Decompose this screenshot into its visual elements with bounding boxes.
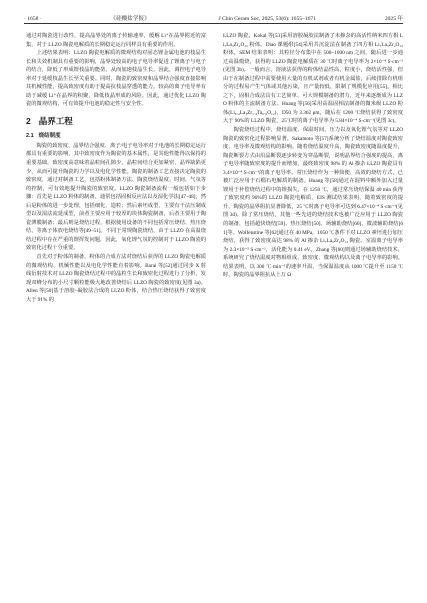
body-paragraph: 陶瓷烧结过程中，烧结温度、保温时间、压力以及氧化锂气氛等对 LLZO 陶瓷的致密化过程影响显著。Sakamoto 等[57]系统分析了烧结温度对陶瓷致密度、电导率及微观结构的影响。随着烧结温度升高，陶瓷致密度随温度提升，陶瓷断裂方式由沿晶断裂逐步转变为穿晶断裂，说明晶界结合强度的提高，离子电导率随致密度的提升而增加，最终致密度 98% 的 Al 掺杂 LLZO 陶瓷具有 3.4×10⁻⁴ S·cm⁻¹的离子电导率。常压烧结作为一种简便、高效的烧结方式，已被广泛应用于石榴石电解质的制备。Huang 等[58]通过在混料中额外加入过量锂用于补偿烧结过程中的锂损失，在 1250 ℃，通过常压烧结保温 40 min 获得了致密度约 96%的 LLZO 陶瓷电解质，EIS 测试结果表明，随着致密度的提升，陶瓷的晶界阻抗显著降低，25 ℃时离子电导率可达到 6.47×10⁻⁴ S·cm⁻¹(见图 3d)。除了常压烧结，其他一些先进的烧结技术也被广泛应用于 LLZO 陶瓷的制备，包括超快烧结[59]、热压烧结[50]、场辅助烧结[60]、微波辅助烧结[61]等。Wolfenstine 等[62]通过在 40 MPa，1050 ℃条件下对 LLZO 素坯进行加压烧结，获得了致密度高达 98% 的 Al 掺杂 Li₇La₃Zr₂O₁₂ 陶瓷。室温离子电导率为 2.3×10⁻⁵ S·cm⁻¹，活化能为 0.41 eV。Zhang 等[60]则通过场辅助烧结技术，系统研究了烧结温度对物相组成、致密度、微观结构以及离子电导率的影响。结果表明，以 300 ℃·min⁻¹的速率升温，当保温温度从 1000 ℃提升至 1150 ℃时，陶瓷的晶界阻抗从上万 Ω — [223, 127, 403, 279]
heading-number: 2 — [26, 115, 31, 126]
page-number: · 1658 · — [24, 16, 42, 22]
heading-text: 晶界工程 — [38, 115, 73, 126]
section-heading — [26, 116, 206, 127]
journal-citation: J Chin Ceram Soc, 2025, 53(6): 1655–1671 — [218, 16, 317, 22]
body-paragraph: 通过对陶瓷进行改性，提高晶界处的离子传输速率，缓解 Li⁺在晶界附近的富集，对于 LLZO 陶瓷电解质的长期稳定运行同样具有重要的作用。 — [26, 33, 206, 48]
heading-number: 2.1 — [26, 132, 34, 139]
right-column — [223, 32, 403, 280]
running-header — [24, 9, 403, 22]
body-paragraph: LLZO 陶瓷。Kokal 等[53]采用溶胶凝胶法制备了未掺杂的高活性纳米四方相 Li₇La₃Zr₂O₁₂ 粉体。Diao 课题组[54]采用共沉淀法在制备了四方相 Li₇La₃Zr₂O₁₂ 粉体，SEM 结果表明：其粒径分布集中在 500~1000 nm 之间，随后进一步通过高温煅烧，获得的 LLZO 陶瓷电解质在 30 ℃时离子电导率为 2×10⁻⁴ S·cm⁻¹(见图 3b)。一般而言，溶液法获得的粉体结晶性高，粒度小，烧结活性强，但由于在制备过程中需要使用大量的有机试剂或者有机金属盐，后续排除有机组分的过程易产生气体或其他污染，且产量较低，限制了规模化应用[55]。相比之下，固相合成法具有工艺简单、可大规模制备的潜力，近年来逐渐成为 LLZO 粉体的主流制备方法。Huang 等[56]采用高温固相法制备的微米级 LLZO 粉体(Li₆.₄La₃Zr₁.₄Ta₀.₆O₁₂)，D50 为 3.362 μm，随后在 1200 ℃烧结获得了致密度大于 90%的 LLZO 陶瓷，25℃时的离子电导率为 5.84×10⁻⁴ S·cm⁻¹(见图 3c)。 — [223, 33, 403, 125]
body-paragraph: 陶瓷的致密度、晶界结合强度、离子/电子电导率对于电池的长期稳定运行都具有重要的影响，其中致密度作为陶瓷的基本属性，是其他性能得以保持的重要基础，致密度高意味着晶粒间孔隙少，晶粒间结合更加紧密，晶界缺陷更少，从而可提升陶瓷的力学以及电化学性能。陶瓷的制备工艺直接决定陶瓷的致密度，通过对制备工艺，包括粉体制备方法、陶瓷烧结温度、时间、气氛等的控制，可有效地提升陶瓷的致密度。LLZO 陶瓷制备流程一般包括如下步骤：首先是 LLZO 粉体的制备，通常包括固相反应法以及湿化学法[47–48]，然后是粉体的进一步处理，包括细化、造粒；然后素坯成型，主要有干法压制成型以及湿法流延成型，前者主要应用于较厚的块体陶瓷制备，后者主要用于陶瓷薄膜制备；最后则是烧结过程，根据使用设备的不同包括常压烧结、热压烧结、等离子体放电烧结等[49–51]。不同于常规陶瓷烧结，由于 LLZO 在高温烧结过程中存在严重的锂挥发问题，因此，氧化锂气氛的控制对于 LLZO 陶瓷的致密化过程十分重要。 — [26, 142, 206, 252]
body-paragraph: 上述结果表明：LLZO 陶瓷电解质的微观结构对固态锂金属电池的枝晶生长和失效机制具有重要的影响，晶界处较高的电子电导率促进了锂离子与电子的结合，降低了形成锂枝晶的能垒，从而加速枝晶生长。因此，调控电子电导率对于延缓枝晶生长至关重要。同时，陶瓷的致密度和晶界结合强度直接影响其机械性能，提高致密度有助于提高抗枝晶穿透的能力。较高的离子电导率有助于减缓 Li⁺在晶界的积聚，降低枝晶形成的风险。因此，通过优化 LLZO 陶瓷的微观结构，可有效提升电池的稳定性与安全性。 — [26, 50, 206, 108]
heading-text: 烧结制度 — [38, 132, 61, 139]
subsection-heading — [26, 132, 206, 141]
journal-title-cn: 《硅酸盐学报》 — [110, 16, 150, 22]
header-year: 2025 年 — [384, 16, 403, 22]
body-paragraph: 首先对于粉体的制备，粉体的合成方法对烧结后获得的 LLZO 陶瓷电解质的微观结构、机械性能以及电化学性能有着影响。Barai 等[52]通过同步 X 射线衍射技术对 LLZO 陶瓷烧结过程中的晶粒生长和致密化过程进行了分析，发现双峰分布的小尺寸颗粒能极大地改善烧结后 LLZO 陶瓷的致密度(见图 3a)。Allen 等[50]基于溶胶–凝胶法合成的 LLZO 粉体，结合热压烧结获得了致密度大于 91% 的 — [26, 254, 206, 303]
header-rule — [24, 23, 403, 24]
left-column — [26, 32, 206, 304]
